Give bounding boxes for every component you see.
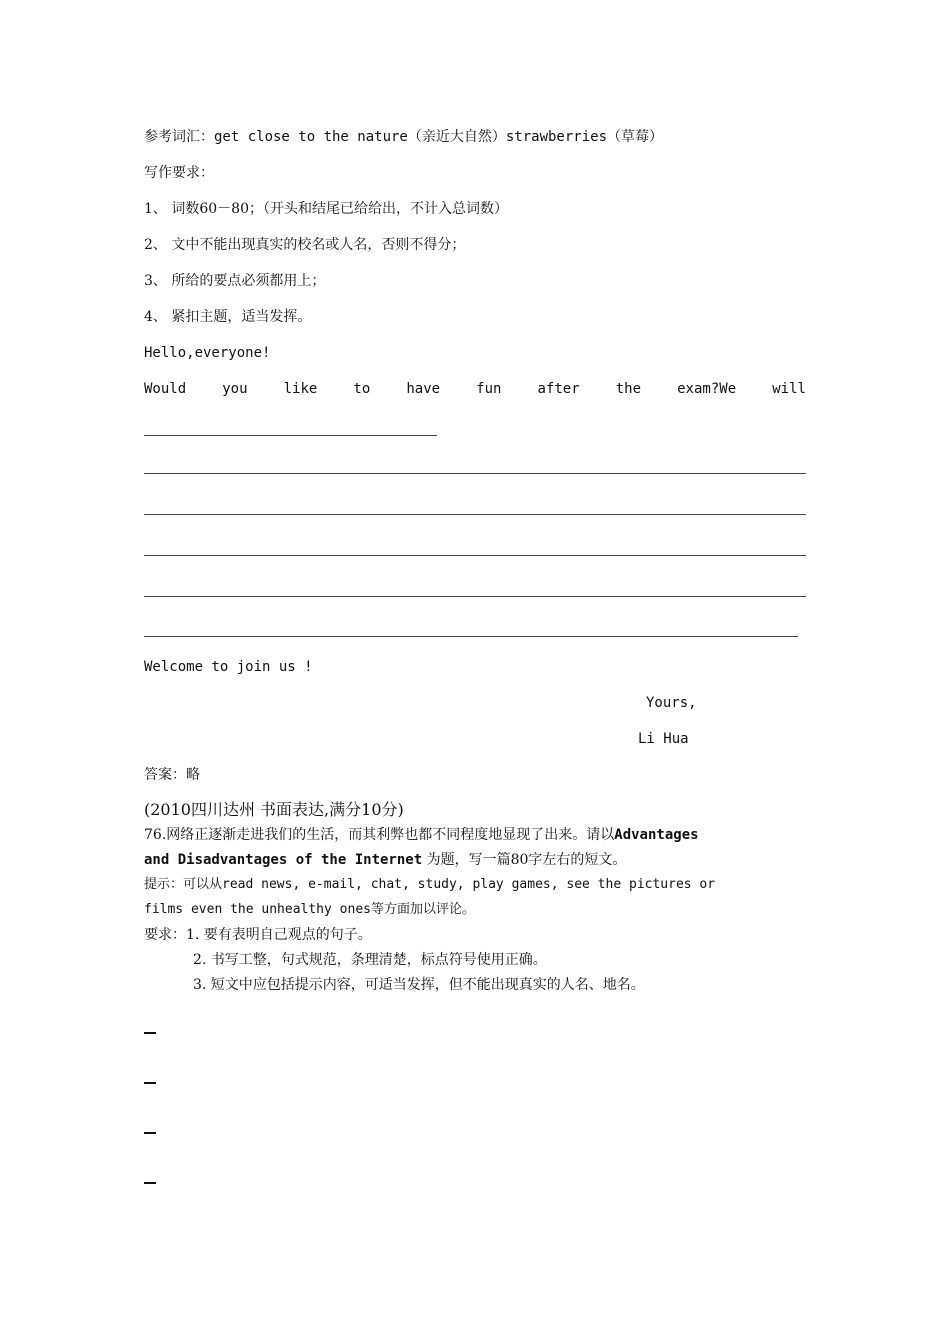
requirements-label: 要求： <box>144 927 186 943</box>
writing-requirements-heading: 写作要求： <box>144 165 214 181</box>
opening-word: exam?We <box>677 381 737 397</box>
writing-line[interactable] <box>144 473 806 474</box>
opening-word: like <box>283 381 318 397</box>
requirement-3: 3、 所给的要点必须都用上； <box>144 273 326 289</box>
writing-line[interactable] <box>144 636 798 637</box>
answer-blank-mark[interactable] <box>144 1032 156 1034</box>
opening-sentence <box>144 379 806 399</box>
opening-word: to <box>353 381 371 397</box>
greeting: Hello,everyone! <box>144 345 271 361</box>
writing-line[interactable] <box>144 514 806 515</box>
vocabulary-line: 参考词汇：get close to the nature（亲近大自然）strawberries（草莓） <box>144 129 664 145</box>
writing-line[interactable] <box>144 596 806 597</box>
requirement-2: 2、 文中不能出现真实的校名或人名，否则不得分； <box>144 237 466 253</box>
hint-line-2: films even the unhealthy ones等方面加以评论。 <box>144 902 475 917</box>
opening-word: after <box>537 381 580 397</box>
signature: Li Hua <box>638 731 689 747</box>
answer-blank-mark[interactable] <box>144 1182 156 1184</box>
opening-word: have <box>406 381 441 397</box>
task-line-2 <box>144 850 626 870</box>
hint-line-1: 提示：可以从read news, e-mail, chat, study, play games, see the pictures or <box>144 877 716 892</box>
answer-line: 答案：略 <box>144 767 200 783</box>
answer-blank-mark[interactable] <box>144 1132 156 1134</box>
task-requirement-1-line <box>144 925 372 945</box>
task-text: 为题，写一篇80字左右的短文。 <box>422 852 627 868</box>
opening-word: Would <box>144 381 187 397</box>
writing-line[interactable] <box>144 555 806 556</box>
requirement-4: 4、 紧扣主题，适当发挥。 <box>144 309 312 325</box>
closing-line: Welcome to join us ! <box>144 659 313 675</box>
opening-word: you <box>222 381 248 397</box>
essay-title-part: and Disadvantages of the Internet <box>144 852 423 868</box>
essay-title-part: Advantages <box>614 827 699 843</box>
writing-line[interactable] <box>144 435 437 436</box>
sign-off: Yours, <box>646 695 697 711</box>
requirement-1: 1、 词数60－80；（开头和结尾已给给出，不计入总词数） <box>144 201 508 217</box>
opening-word: the <box>615 381 642 397</box>
task-line-1 <box>144 825 699 845</box>
task-requirement-2: 2. 书写工整，句式规范，条理清楚，标点符号使用正确。 <box>193 952 547 968</box>
task-text: 76.网络正逐渐走进我们的生活，而其利弊也都不同程度地显现了出来。请以 <box>144 827 615 843</box>
question-source: (2010四川达州 书面表达,满分10分) <box>144 800 404 819</box>
opening-word: will <box>772 381 806 397</box>
task-requirement-3: 3. 短文中应包括提示内容，可适当发挥，但不能出现真实的人名、地名。 <box>193 977 645 993</box>
answer-blank-mark[interactable] <box>144 1082 156 1084</box>
task-requirement-1: 1. 要有表明自己观点的句子。 <box>186 927 372 943</box>
opening-word: fun <box>476 381 502 397</box>
